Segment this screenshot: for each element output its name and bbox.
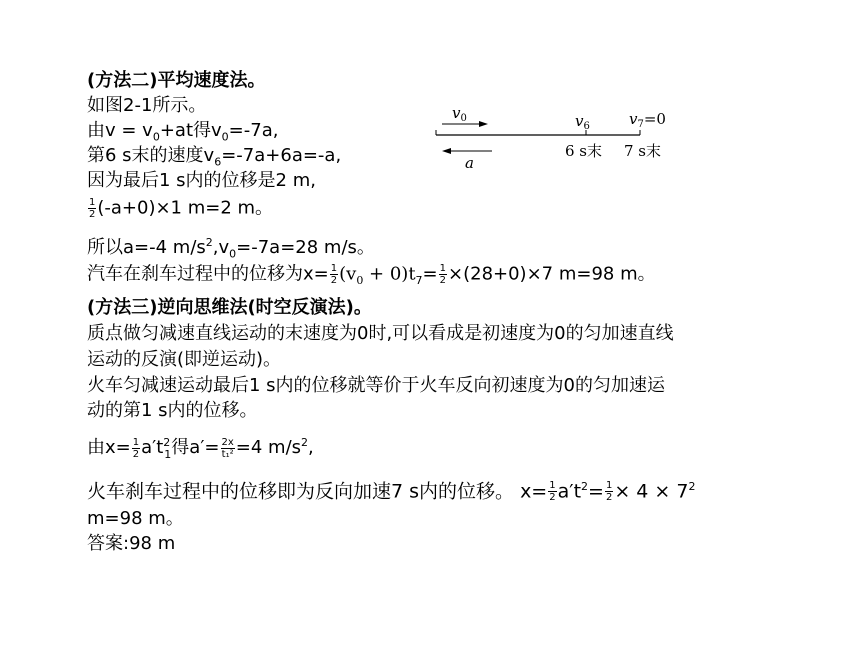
acceleration-arrowhead	[442, 148, 451, 154]
text-line: 汽车在刹车过程中的位移为x= $\frac{1}{2}$ $(v_0 + 0)t_7=$ $\frac{1}{2}$ ×(28+0)×7 m=98 m。	[87, 263, 656, 288]
a-label: a	[465, 154, 474, 170]
time-7s-label: 7 s末	[624, 142, 662, 160]
text-line: 动的第1 s内的位移。	[87, 400, 258, 421]
text-line: 质点做匀减速直线运动的末速度为0时,可以看成是初速度为0的匀加速直线	[87, 323, 674, 344]
text-line: $\frac{1}{2}$ (-a+0)×1 m=2 m。	[89, 197, 274, 220]
text-line: 运动的反演(即逆运动)。	[87, 349, 282, 370]
text-line: 由$v = v_0+at$得$v_0=-7a$,	[87, 120, 279, 144]
text-line: 由x= $\frac{1}{2}$ $a't^2_1$得a′= $\frac{2x}{\text{t₁²}}$ =4 $m/s^2$,	[87, 436, 314, 461]
text-line: 第6 s末的速度$v_6=-7a+6a=-a$,	[87, 145, 342, 169]
text-line: 所以a=-4 $m/s^2,v_0=-7a=28$ m/s。	[87, 236, 375, 261]
text-line: 如图2-1所示。	[87, 95, 207, 116]
v7-label: $v_7=0$	[629, 110, 666, 130]
answer-line: 答案:98 m	[87, 533, 176, 554]
motion-diagram	[430, 104, 680, 170]
v0-label: $v_0$	[452, 104, 467, 124]
velocity-arrowhead	[479, 121, 488, 127]
text-line: m=98 m。	[87, 508, 184, 529]
method-two-heading: (方法二)平均速度法。	[87, 70, 266, 91]
text-line: 火车匀减速运动最后1 s内的位移就等价于火车反向初速度为0的匀加速运	[87, 375, 666, 396]
text-line: 因为最后1 s内的位移是2 m,	[87, 170, 316, 191]
text-line: 火车刹车过程中的位移即为反向加速7 s内的位移。 x= $\frac{1}{2}$ $a't^2=$ $\frac{1}{2}$ × $4 \times 7^2$	[87, 480, 696, 504]
time-6s-label: 6 s末	[565, 142, 603, 160]
method-three-heading: (方法三)逆向思维法(时空反演法)。	[87, 297, 372, 318]
v6-label: $v_6$	[575, 112, 590, 132]
